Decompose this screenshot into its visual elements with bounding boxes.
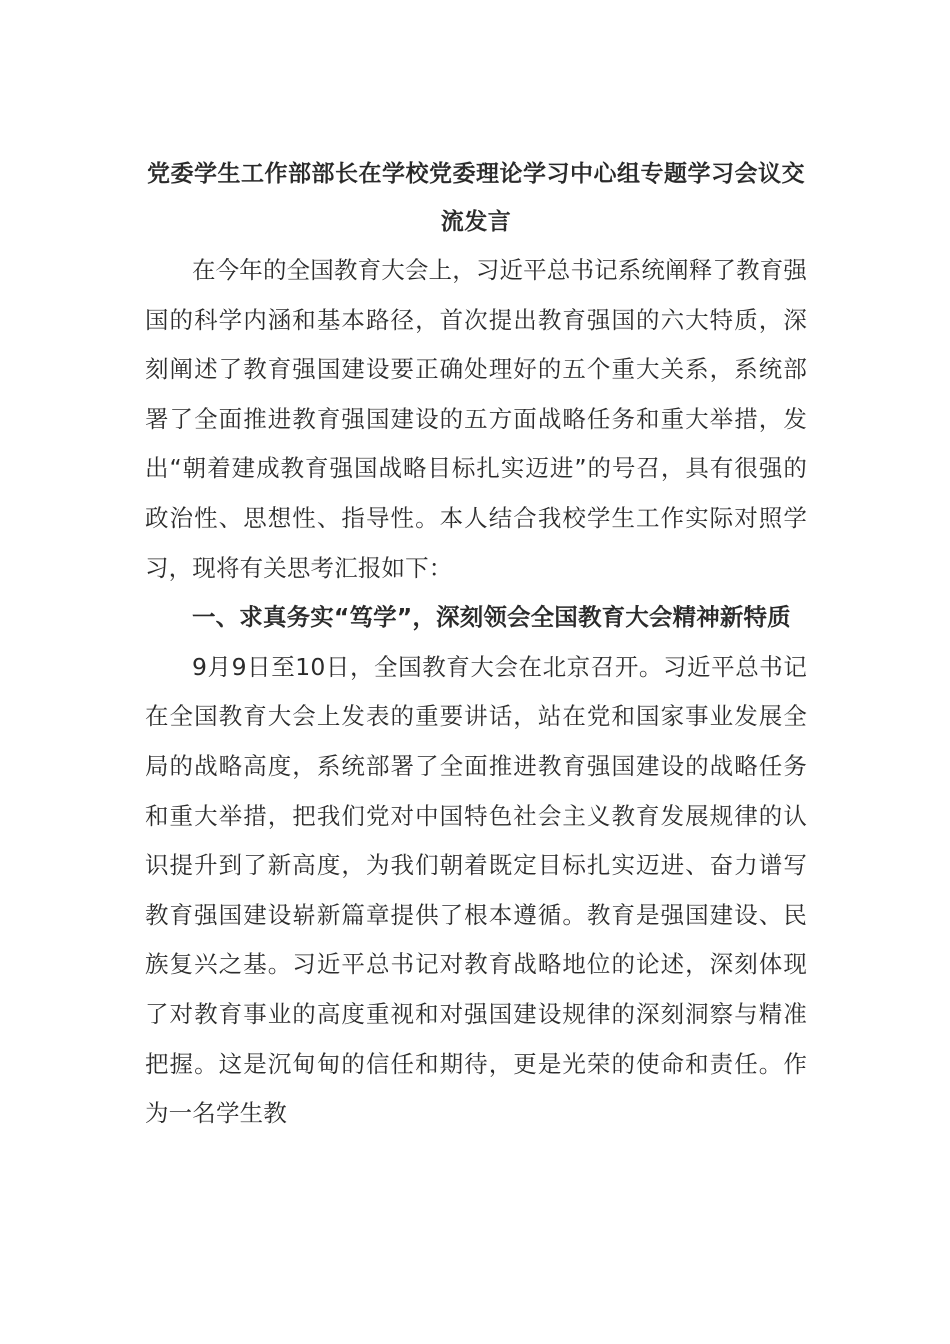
- intro-paragraph: 在今年的全国教育大会上，习近平总书记系统阐释了教育强国的科学内涵和基本路径，首次提出教育强国的六大特质，深刻阐述了教育强国建设要正确处理好的五个重大关系，系统部署了全面推进教育强国建设的五方面战略任务和重大举措，发出“朝着建成教育强国战略目标扎实迈进”的号召，具有很强的政治性、思想性、指导性。本人结合我校学生工作实际对照学习，现将有关思考汇报如下：: [145, 256, 807, 582]
- document-title: 党委学生工作部部长在学校党委理论学习中心组专题学习会议交流发言: [147, 161, 805, 235]
- document-page: [145, 150, 807, 1139]
- body-paragraph: 9月9日至10日，全国教育大会在北京召开。习近平总书记在全国教育大会上发表的重要讲话，站在党和国家事业发展全局的战略高度，系统部署了全面推进教育强国建设的战略任务和重大举措，把我们党对中国特色社会主义教育发展规律的认识提升到了新高度，为我们朝着既定目标扎实迈进、奋力谱写教育强国建设崭新篇章提供了根本遵循。教育是强国建设、民族复兴之基。习近平总书记对教育战略地位的论述，深刻体现了对教育事业的高度重视和对强国建设规律的深刻洞察与精准把握。这是沉甸甸的信任和期待，更是光荣的使命和责任。作为一名学生教: [145, 652, 807, 1128]
- section-heading-1: 一、求真务实“笃学”，深刻领会全国教育大会精神新特质: [192, 603, 791, 632]
